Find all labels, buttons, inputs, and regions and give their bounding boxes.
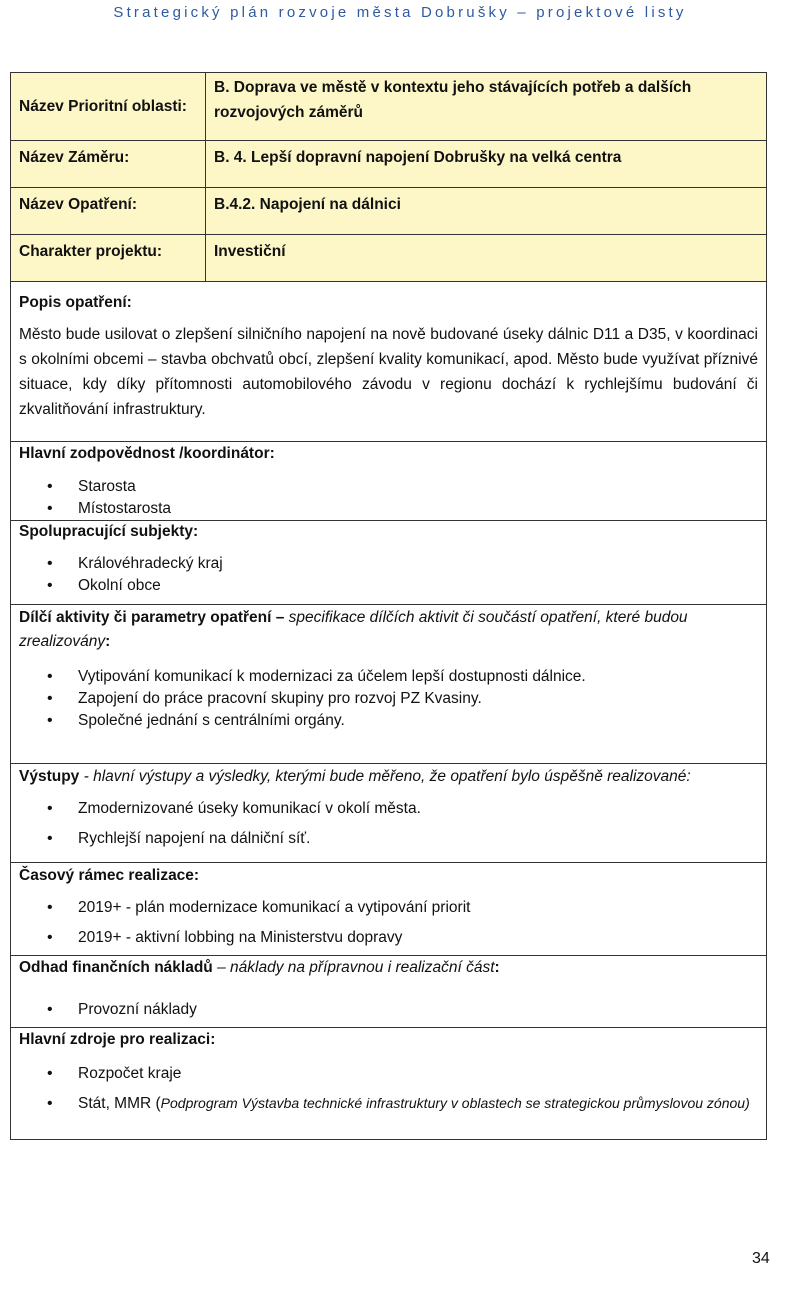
priority-area-value: B. Doprava ve městě v kontextu jeho stávajících potřeb a dalších rozvojových záměrů <box>214 79 692 121</box>
costs-title-italic: – náklady na přípravnou i realizační část <box>212 959 495 976</box>
funding-list <box>19 1063 758 1115</box>
list-item: • Společné jednání s centrálními orgány. <box>19 710 758 732</box>
list-item: • Královéhradecký kraj <box>19 553 758 575</box>
project-type-label: Charakter projektu: <box>19 243 162 260</box>
list-item: • Okolní obce <box>19 575 758 597</box>
list-item: • Rozpočet kraje <box>19 1063 758 1085</box>
partners-title: Spolupracující subjekty: <box>19 523 199 540</box>
field-row-project-type <box>11 235 767 282</box>
outputs-title: Výstupy - hlavní výstupy a výsledky, kterými bude měřeno, že opatření bylo úspěšně realizované: <box>19 768 691 785</box>
description-text: Město bude usilovat o zlepšení silničního napojení na nově budované úseky dálnic D11 a D35, v koordinaci s okolními obcemi – stavba obchvatů obcí, zlepšení kvality komunikací, apod. Město bude využívat příznivé situace, kdy díky přítomnosti automobilového závodu v regionu dochází k rychlejšímu budování či zkvalitňování infrastruktury. <box>19 326 758 418</box>
section-funding <box>11 1028 767 1140</box>
funding-note: Podprogram Výstavba technické infrastruktury v oblastech se strategickou průmyslovou zónou) <box>160 1095 750 1111</box>
list-item: • Rychlejší napojení na dálniční síť. <box>19 828 758 850</box>
running-header: Strategický plán rozvoje města Dobrušky – projektové listy <box>113 4 687 21</box>
outputs-title-italic: - hlavní výstupy a výsledky, kterými bude měřeno, že opatření bylo úspěšně realizované: <box>79 768 691 785</box>
list-item: • Zapojení do práce pracovní skupiny pro rozvoj PZ Kvasiny. <box>19 688 758 710</box>
section-responsibility <box>11 442 767 521</box>
field-row-priority-area <box>11 73 767 141</box>
list-item: • 2019+ - aktivní lobbing na Ministerstvu dopravy <box>19 927 758 949</box>
list-item: • Zmodernizované úseky komunikací v okolí města. <box>19 798 758 820</box>
outputs-list <box>19 798 758 850</box>
section-partners <box>11 521 767 605</box>
section-outputs <box>11 764 767 863</box>
section-activities <box>11 605 767 764</box>
section-costs <box>11 956 767 1028</box>
costs-title: Odhad finančních nákladů – náklady na přípravnou i realizační část: <box>19 959 500 976</box>
field-row-measure <box>11 188 767 235</box>
activities-list <box>19 666 758 732</box>
field-row-intent <box>11 141 767 188</box>
intent-label: Název Záměru: <box>19 149 130 166</box>
project-sheet-table <box>10 72 767 1140</box>
costs-list <box>19 999 758 1021</box>
partners-list <box>19 553 758 597</box>
responsibility-title: Hlavní zodpovědnost /koordinátor: <box>19 445 275 462</box>
priority-area-label: Název Prioritní oblasti: <box>19 97 187 115</box>
list-item: • Vytipování komunikací k modernizaci za účelem lepší dostupnosti dálnice. <box>19 666 758 688</box>
timeframe-title: Časový rámec realizace: <box>19 867 200 884</box>
page-number: 34 <box>752 1250 770 1267</box>
list-item: • Stát, MMR (Podprogram Výstavba technické infrastruktury v oblastech se strategickou průmyslovou zónou) <box>19 1093 758 1115</box>
activities-title: Dílčí aktivity či parametry opatření – specifikace dílčích aktivit či součástí opatření, které budou zrealizovány: <box>19 609 688 650</box>
measure-value: B.4.2. Napojení na dálnici <box>214 196 401 213</box>
measure-label: Název Opatření: <box>19 196 138 213</box>
description-title: Popis opatření: <box>19 294 132 311</box>
section-timeframe <box>11 863 767 956</box>
timeframe-list <box>19 897 758 949</box>
section-description <box>11 282 767 442</box>
project-type-value: Investiční <box>214 243 286 260</box>
list-item: • Místostarosta <box>19 498 758 520</box>
intent-value: B. 4. Lepší dopravní napojení Dobrušky na velká centra <box>214 149 622 166</box>
list-item: • Provozní náklady <box>19 999 758 1021</box>
list-item: • Starosta <box>19 476 758 498</box>
responsibility-list <box>19 476 758 520</box>
activities-title-italic: specifikace dílčích aktivit či součástí opatření, které budou zrealizovány <box>19 609 688 650</box>
funding-title: Hlavní zdroje pro realizaci: <box>19 1031 216 1048</box>
list-item: • 2019+ - plán modernizace komunikací a vytipování priorit <box>19 897 758 919</box>
